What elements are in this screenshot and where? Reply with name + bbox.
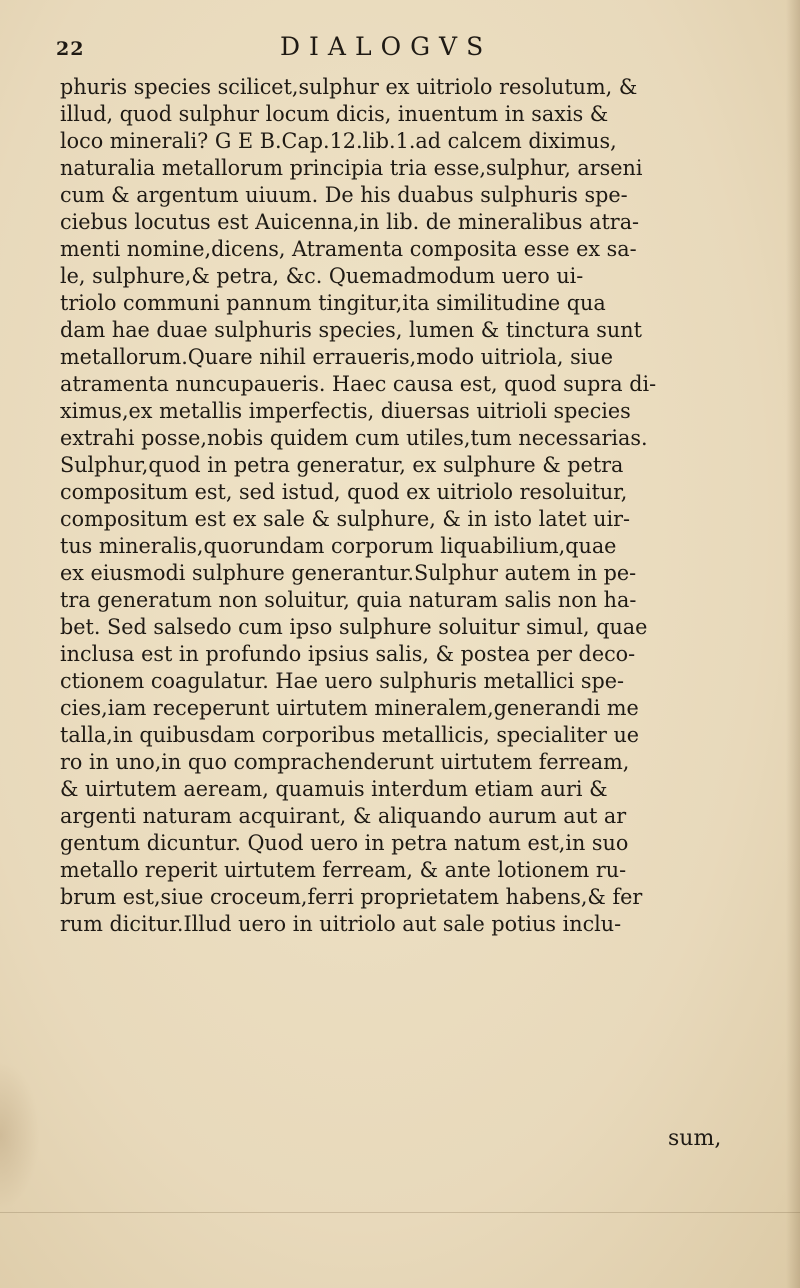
text-line: cies,iam receperunt uirtutem mineralem,generandi me <box>60 696 639 721</box>
text-line: naturalia metallorum principia tria esse,sulphur, arseni <box>60 156 643 181</box>
text-line: gentum dicuntur. Quod uero in petra natum est,in suo <box>60 831 629 856</box>
text-line: ro in uno,in quo comprachenderunt uirtutem ferream, <box>60 750 630 775</box>
bottom-fold-line <box>0 1212 800 1213</box>
text-line: triolo communi pannum tingitur,ita similitudine qua <box>60 291 606 316</box>
text-line: atramenta nuncupaueris. Haec causa est, quod supra di- <box>60 372 657 397</box>
text-line: le, sulphure,& petra, &c. Quemadmodum uero ui- <box>60 264 584 289</box>
text-line: brum est,siue croceum,ferri proprietatem habens,& fer <box>60 885 643 910</box>
text-line: tus mineralis,quorundam corporum liquabilium,quae <box>60 534 617 559</box>
text-line: & uirtutem aeream, quamuis interdum etiam auri & <box>60 777 608 802</box>
running-head: DIALOGVS <box>280 32 493 61</box>
text-line: Sulphur,quod in petra generatur, ex sulphure & petra <box>60 453 624 478</box>
text-line: compositum est ex sale & sulphure, & in isto latet uir- <box>60 507 630 532</box>
text-line: menti nomine,dicens, Atramenta composita esse ex sa- <box>60 237 637 262</box>
text-line: ximus,ex metallis imperfectis, diuersas uitrioli species <box>60 399 631 424</box>
text-line: talla,in quibusdam corporibus metallicis, specialiter ue <box>60 723 640 748</box>
paper-stain <box>0 1060 40 1210</box>
text-line: phuris species scilicet,sulphur ex uitriolo resolutum, & <box>60 75 638 100</box>
text-line: ex eiusmodi sulphure generantur.Sulphur autem in pe- <box>60 561 637 586</box>
text-line: bet. Sed salsedo cum ipso sulphure soluitur simul, quae <box>60 615 648 640</box>
text-line: extrahi posse,nobis quidem cum utiles,tum necessarias. <box>60 426 648 451</box>
text-line: cum & argentum uiuum. De his duabus sulphuris spe- <box>60 183 628 208</box>
text-line: loco minerali? G E B.Cap.12.lib.1.ad calcem diximus, <box>60 129 617 154</box>
text-line: metallorum.Quare nihil erraueris,modo uitriola, siue <box>60 345 613 370</box>
text-line: compositum est, sed istud, quod ex uitriolo resoluitur, <box>60 480 628 505</box>
text-line: argenti naturam acquirant, & aliquando aurum aut ar <box>60 804 627 829</box>
text-line: metallo reperit uirtutem ferream, & ante lotionem ru- <box>60 858 627 883</box>
text-line: ctionem coagulatur. Hae uero sulphuris metallici spe- <box>60 669 625 694</box>
text-line: illud, quod sulphur locum dicis, inuentum in saxis & <box>60 102 609 127</box>
text-line: dam hae duae sulphuris species, lumen & tinctura sunt <box>60 318 642 343</box>
page-number: 22 <box>56 38 85 60</box>
text-line: inclusa est in profundo ipsius salis, & postea per deco- <box>60 642 636 667</box>
text-line: ciebus locutus est Auicenna,in lib. de mineralibus atra- <box>60 210 640 235</box>
text-line: rum dicitur.Illud uero in uitriolo aut sale potius inclu- <box>60 912 622 937</box>
text-line: tra generatum non soluitur, quia naturam salis non ha- <box>60 588 637 613</box>
catchword: sum, <box>668 1126 722 1151</box>
text-block <box>60 74 800 938</box>
